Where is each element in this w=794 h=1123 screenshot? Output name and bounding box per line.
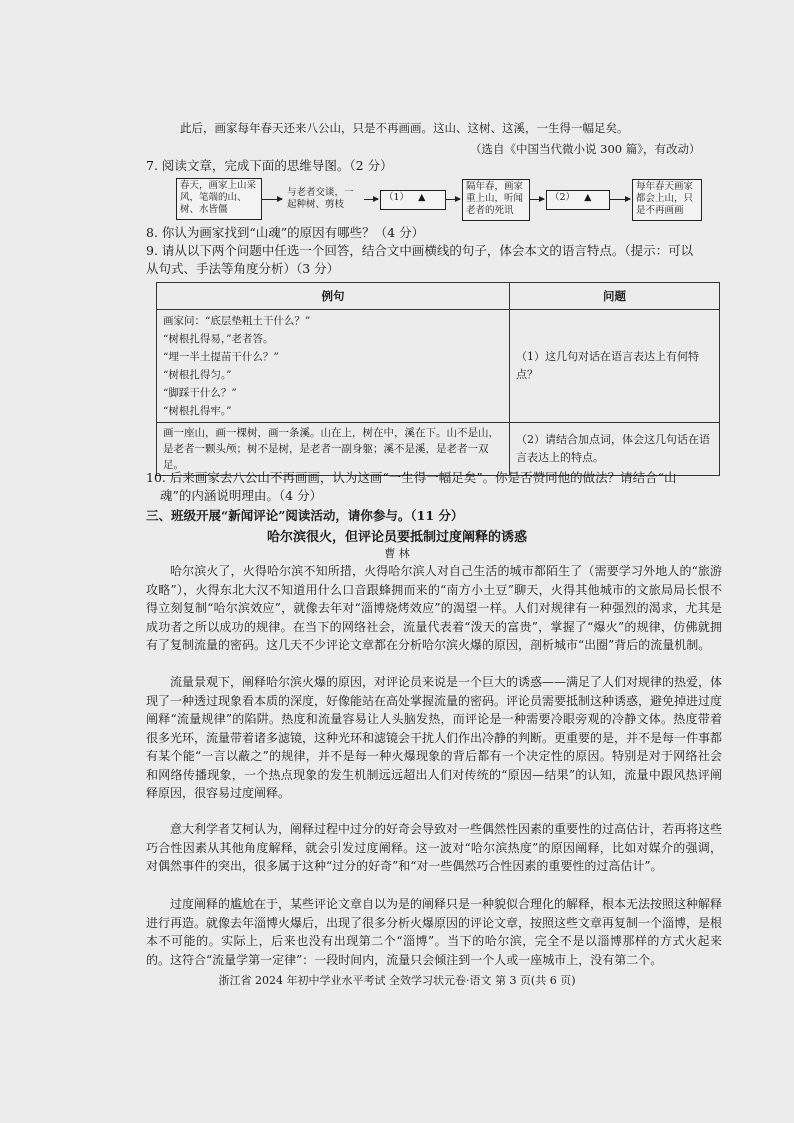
article-paragraph-2: 流量景观下，阐释哈尔滨火爆的原因，对评论员来说是一个巨大的诱惑——满足了人们对规律的热爱，体现了一种透过现象看本质的深度，好像能站在高处掌握流量的密码。评论员需要抵制这种诱惑，避免掉进过度阐释“流量规律”的陷阱。热度和流量容易让人头脑发热，而评论是一种需要冷眼旁观的冷静文体。热度带着很多光环，流量带着诸多滤镜，这种光环和滤镜会干扰人们作出冷静的判断。更重要的是，并不是每一件事都有某个能“一言以蔽之”的规律，并不是每一种火爆现象的背后都有一个决定性的原因。特别是对于网络社会和网络传播现象，一个热点现象的发生机制远远超出人们对传统的“原因—结果”的认知，流量中跟风热评阐释原因，很容易过度阐释。 [146,675,723,800]
table-header-question: 问题 [510,283,720,310]
question-1-cell: （1）这几句对话在语言表达上有何特点？ [510,310,720,423]
blank-2-marker: ▲ [584,192,592,203]
flow-box-6: 每年春天画家都会上山，只是不再画画 [632,179,702,221]
flow-arrow-1 [262,199,282,200]
dialogue-line: “树根扎得匀。” [163,369,232,381]
flow-arrow-4 [530,199,544,200]
article-title: 哈尔滨很火，但评论员要抵制过度阐释的诱惑 [266,530,527,545]
question-9-line-1: 9. 请从以下两个问题中任选一个回答，结合文中画横线的句子，体会本文的语言特点。（提示：可以 [146,243,694,258]
blank-1-label: （1） [384,192,410,203]
description-cell: 画一座山，画一棵树，画一条溪。山在上，树在中，溪在下。山不是山，是老者一颗头颅；树不是树，是老者一副身躯；溪不是溪，是老者一双足。 [157,423,510,476]
dialogue-line: 画家问：“底层垫粗土干什么？” [163,315,311,327]
page-footer: 浙江省 2024 年初中学业水平考试 全效学习状元卷·语文 第 3 页(共 6 页) [218,974,576,987]
dialogue-line: “树根扎得牢。” [163,405,232,417]
question-9-line-2: 从句式、手法等角度分析）（3 分） [146,261,340,276]
question-10-line-1: 10. 后来画家去八公山不再画画，认为这画“一生得一幅足矣”。你是否赞同他的做法？请结合“山 [146,470,677,485]
closing-line: 此后，画家每年春天还来八公山，只是不再画画。这山、这树、这溪，一生得一幅足矣。 [180,121,629,135]
dialogue-line: “脚踩干什么？” [163,387,237,399]
question-8: 8. 你认为画家找到“山魂”的原因有哪些？（4 分） [146,225,425,240]
flow-arrow-3 [446,199,460,200]
article-author: 曹 林 [384,547,410,560]
flow-box-1: 春天，画家上山采风，笔端的山、树、水皆僵 [176,178,262,220]
article-paragraph-4: 过度阐释的尴尬在于，某些评论文章自以为是的阐释只是一种貌似合理化的解释，根本无法按照这种解释进行再造。就像去年淄博火爆后，出现了很多分析火爆原因的评论文章，按照这些文章再复制一个淄博，是根本不可能的。实际上，后来也没有出现第二个“淄博”。当下的哈尔滨，完全不是以淄博那样的方式火起来的。这符合“流量学第一定律”：一段时间内，流量只会倾注到一个人或一座城市上，没有第二个。 [146,897,723,967]
table-header-example: 例句 [157,283,510,310]
article-paragraph-1: 哈尔滨火了，火得哈尔滨不知所措，火得哈尔滨人对自己生活的城市都陌生了（需要学习外地人的“旅游攻略”），火得东北大汉不知道用什么口音跟蜂拥而来的“南方小土豆”聊天，火得其他城市的文旅局局长恨不得立刻复制“哈尔滨效应”，就像去年对“淄博烧烤效应”的渴望一样。人们对规律有一种强烈的渴求，尤其是成功者之所以成功的规律。在当下的网络社会，流量代表着“泼天的富贵”，掌握了“爆火”的规律，仿佛就拥有了复制流量的密码。这几天不少评论文章都在分析哈尔滨火爆的原因，剖析城市“出圈”背后的流量机制。 [146,564,722,652]
blank-1-marker: ▲ [418,192,426,203]
flow-box-2: 与老者交谈，一起种树、剪枝 [287,187,354,210]
flow-box-4: 隔年春，画家重上山，听闻老者的死讯 [462,179,530,221]
source-note: （选自《中国当代微小说 300 篇》，有改动） [470,142,701,156]
dialogue-cell [157,310,510,423]
question-10-line-2: 魂”的内涵说明理由。（4 分） [160,488,323,503]
section-3-heading: 三、班级开展“新闻评论”阅读活动，请你参与。（11 分） [146,508,464,523]
blank-2-label: （2） [550,192,576,203]
question-7: 7. 阅读文章，完成下面的思维导图。（2 分） [146,158,393,173]
example-table [156,282,720,476]
dialogue-line: “树根扎得易，”老者答。 [163,333,274,345]
flow-box-3-blank [380,190,446,210]
flow-box-5-blank [546,190,610,210]
question-2-cell: （2）请结合加点词，体会这几句话在语言表达上的特点。 [510,423,720,476]
flow-arrow-5 [610,199,630,200]
article-paragraph-3: 意大利学者艾柯认为，阐释过程中过分的好奇会导致对一些偶然性因素的重要性的过高估计，若再将这些巧合性因素从其他角度解释，就会引发过度阐释。这一波对“哈尔滨热度”的原因阐释，比如对媒介的强调，对偶然事件的突出，很多属于这种“过分的好奇”和“对一些偶然巧合性因素的重要性的过高估计”。 [146,822,723,873]
flow-arrow-2 [364,199,378,200]
dialogue-line: “埋一半土提苗干什么？” [163,351,279,363]
